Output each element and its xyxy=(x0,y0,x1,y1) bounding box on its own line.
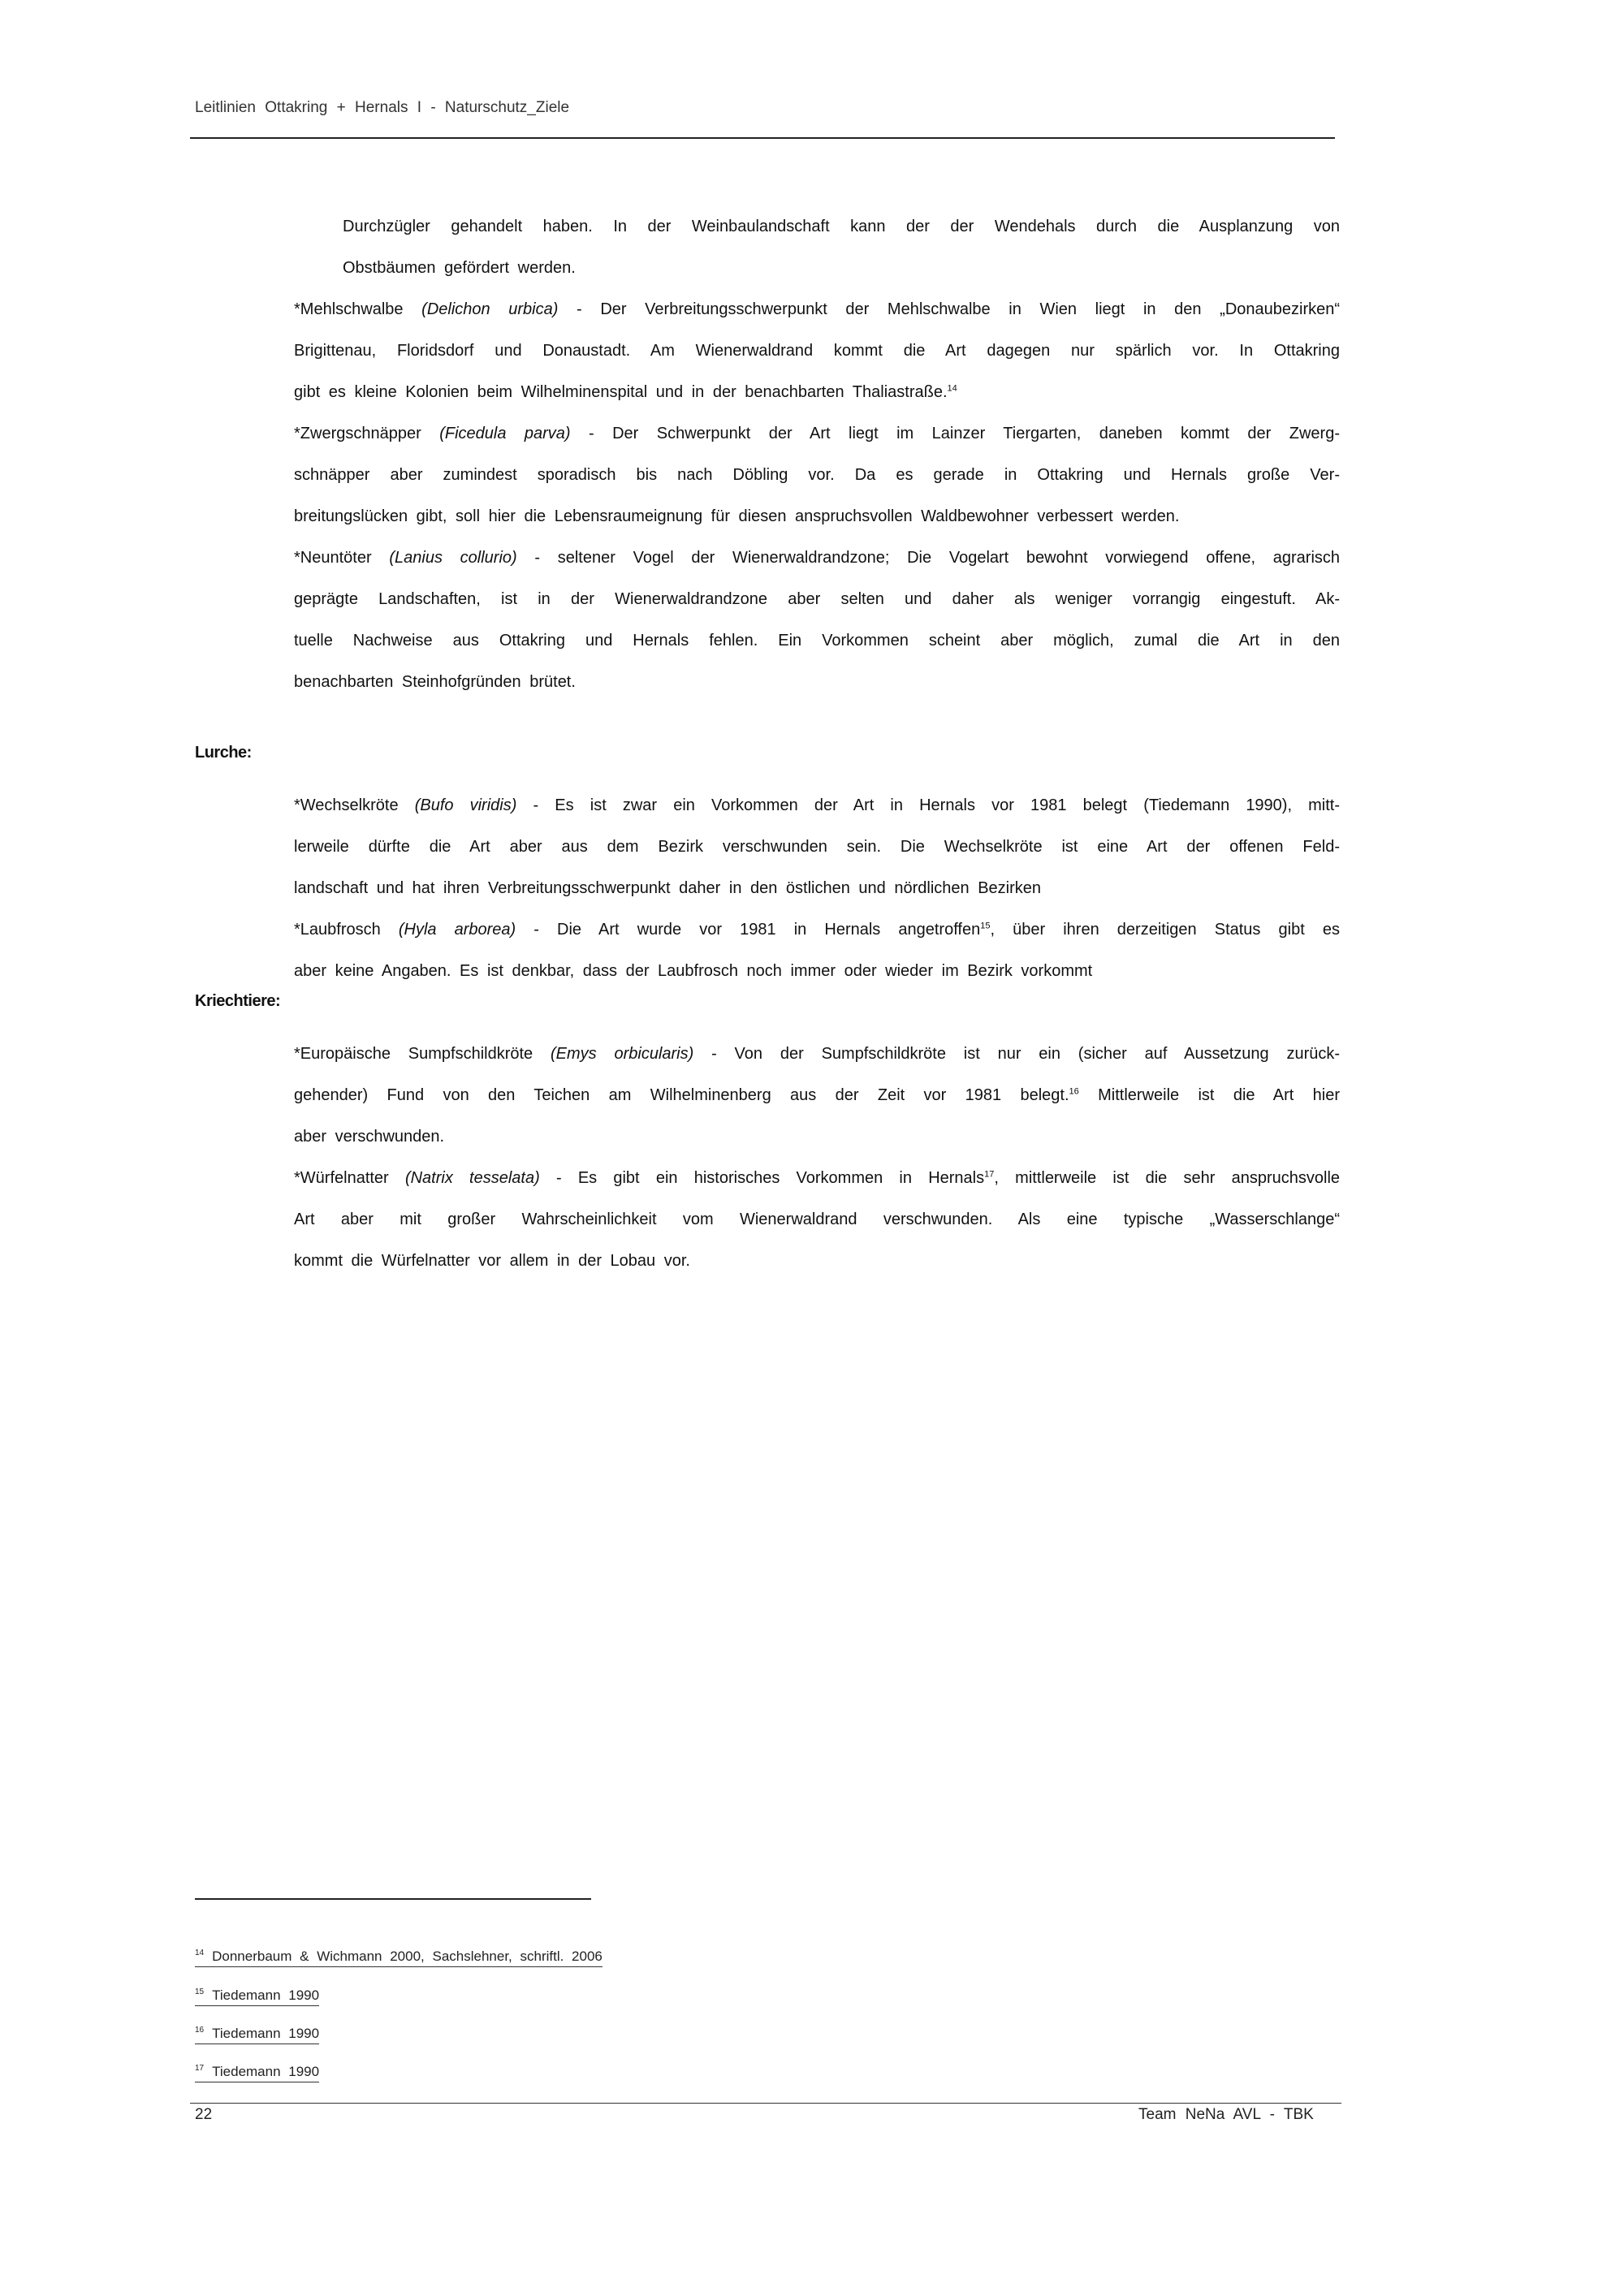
entry-first-line xyxy=(294,1158,1340,1199)
text-line: kommt die Würfelnatter vor allem in der Lobau vor. xyxy=(294,1252,690,1270)
species-name: *Mehlschwalbe xyxy=(294,300,404,318)
text-line: aber keine Angaben. Es ist denkbar, dass der Laubfrosch noch immer oder wieder im Bezirk vorkommt xyxy=(294,962,1093,980)
footnote-15 xyxy=(195,1987,319,2006)
species-name: *Europäische Sumpfschildkröte xyxy=(294,1045,533,1063)
footnote-ref[interactable]: 17 xyxy=(984,1169,995,1180)
text-line: tuelle Nachweise aus Ottakring und Hernals fehlen. Ein Vorkommen scheint aber möglich, zumal die Art in den xyxy=(294,632,1340,650)
text-line: aber verschwunden. xyxy=(294,1128,445,1146)
scientific-name: (Bufo viridis) xyxy=(414,796,517,814)
scientific-name: (Emys orbicularis) xyxy=(551,1045,694,1063)
footnote-number: 14 xyxy=(195,1949,205,1958)
species-entry-wechselkroete xyxy=(294,785,1340,909)
entry-text: gehender) Fund von den Teichen am Wilhelminenberg aus der Zeit vor 1981 belegt. xyxy=(294,1086,1069,1104)
entry-text: - Die Art wurde vor 1981 in Hernals angetroffen xyxy=(516,921,981,939)
entry-text: , mittlerweile ist die sehr anspruchsvolle xyxy=(994,1169,1341,1187)
footnote-ref[interactable]: 16 xyxy=(1069,1086,1079,1097)
species-entry-sumpfschildkroete xyxy=(294,1034,1340,1158)
text-line: landschaft und hat ihren Verbreitungsschwerpunkt daher in den östlichen und nördlichen Bezirken xyxy=(294,879,1041,897)
scientific-name: (Lanius collurio) xyxy=(389,549,517,567)
text-line: Art aber mit großer Wahrscheinlichkeit vom Wienerwaldrand verschwunden. Als eine typische „Wasserschlange“ xyxy=(294,1211,1340,1228)
footnote-ref[interactable]: 14 xyxy=(947,383,957,394)
footnote-16 xyxy=(195,2026,319,2044)
footnote-separator xyxy=(195,1898,591,1900)
footnote-number: 16 xyxy=(195,2026,205,2035)
scientific-name: (Natrix tesselata) xyxy=(404,1169,540,1187)
entry-text: - Der Schwerpunkt der Art liegt im Lainzer Tiergarten, daneben kommt der Zwerg- xyxy=(570,425,1340,442)
text-line: benachbarten Steinhofgründen brütet. xyxy=(294,673,576,691)
entry-text: Mittlerweile ist die Art hier xyxy=(1078,1086,1340,1104)
species-entry-mehlschwalbe xyxy=(294,289,1340,413)
entry-text: - Der Verbreitungsschwerpunkt der Mehlschwalbe in Wien liegt in den „Donaubezirken“ xyxy=(558,300,1341,318)
scientific-name: (Delichon urbica) xyxy=(421,300,559,318)
footnote-17 xyxy=(195,2064,319,2082)
text-line: geprägte Landschaften, ist in der Wienerwaldrandzone aber selten und daher als weniger vorrangig eingestuft. Ak- xyxy=(294,590,1340,608)
text-line xyxy=(294,1075,1340,1116)
species-entry-neuntoeter xyxy=(294,537,1340,703)
species-name: *Zwergschnäpper xyxy=(294,425,421,442)
species-name: *Neuntöter xyxy=(294,549,372,567)
page-number: 22 xyxy=(195,2106,213,2123)
section-heading-kriechtiere: Kriechtiere: xyxy=(195,992,281,1010)
text-line: Brigittenau, Floridsdorf und Donaustadt. Am Wienerwaldrand kommt die Art dagegen nur spärlich vor. In Ottakring xyxy=(294,342,1340,360)
species-entry-zwergschnaepper xyxy=(294,413,1340,537)
text-line: breitungslücken gibt, soll hier die Lebensraumeignung für diesen anspruchsvollen Waldbewohner verbessert werden. xyxy=(294,507,1180,525)
entry-first-line xyxy=(294,537,1340,579)
running-header: Leitlinien Ottakring + Hernals I - Naturschutz_Ziele xyxy=(195,99,570,116)
text-line: lerweile dürfte die Art aber aus dem Bezirk verschwunden sein. Die Wechselkröte ist eine Art der offenen Feld- xyxy=(294,838,1340,856)
text-line xyxy=(294,372,1340,413)
footnote-text: Donnerbaum & Wichmann 2000, Sachslehner, schriftl. 2006 xyxy=(212,1949,603,1964)
entry-first-line xyxy=(294,909,1340,951)
text-line: Durchzügler gehandelt haben. In der Weinbaulandschaft kann der der Wendehals durch die Ausplanzung von xyxy=(343,218,1340,235)
footnote-text: Tiedemann 1990 xyxy=(212,2026,320,2041)
species-entry-wuerfelnatter xyxy=(294,1158,1340,1282)
entry-text: - Es gibt ein historisches Vorkommen in Hernals xyxy=(539,1169,985,1187)
entry-text: - Von der Sumpfschildkröte ist nur ein (sicher auf Aussetzung zurück- xyxy=(693,1045,1341,1063)
header-rule xyxy=(190,137,1335,139)
entry-first-line xyxy=(294,413,1340,455)
entry-first-line xyxy=(294,289,1340,330)
entry-text: , über ihren derzeitigen Status gibt es xyxy=(990,921,1340,939)
footnote-14 xyxy=(195,1949,603,1967)
text-line: Obstbäumen gefördert werden. xyxy=(343,259,576,277)
footnote-ref[interactable]: 15 xyxy=(980,921,991,931)
entry-first-line xyxy=(294,1034,1340,1075)
species-name: *Würfelnatter xyxy=(294,1169,389,1187)
species-name: *Wechselkröte xyxy=(294,796,399,814)
footnote-number: 15 xyxy=(195,1987,205,1997)
entry-text: gibt es kleine Kolonien beim Wilhelminenspital und in der benachbarten Thaliastraße. xyxy=(294,383,948,401)
text-line: schnäpper aber zumindest sporadisch bis nach Döbling vor. Da es gerade in Ottakring und Hernals große Ver- xyxy=(294,466,1340,484)
footnote-number: 17 xyxy=(195,2064,205,2074)
continued-paragraph xyxy=(294,206,1340,289)
footer-credit: Team NeNa AVL - TBK xyxy=(1138,2106,1314,2123)
species-entry-laubfrosch xyxy=(294,909,1340,992)
section-heading-lurche: Lurche: xyxy=(195,744,252,762)
scientific-name: (Hyla arborea) xyxy=(398,921,516,939)
entry-text: - seltener Vogel der Wienerwaldrandzone; Die Vogelart bewohnt vorwiegend offene, agrarisch xyxy=(516,549,1341,567)
footer-rule xyxy=(190,2103,1341,2104)
footnote-text: Tiedemann 1990 xyxy=(212,1987,320,2003)
footnote-text: Tiedemann 1990 xyxy=(212,2064,320,2079)
entry-first-line xyxy=(294,785,1340,826)
species-name: *Laubfrosch xyxy=(294,921,381,939)
scientific-name: (Ficedula parva) xyxy=(439,425,571,442)
entry-text: - Es ist zwar ein Vorkommen der Art in Hernals vor 1981 belegt (Tiedemann 1990), mitt- xyxy=(516,796,1341,814)
